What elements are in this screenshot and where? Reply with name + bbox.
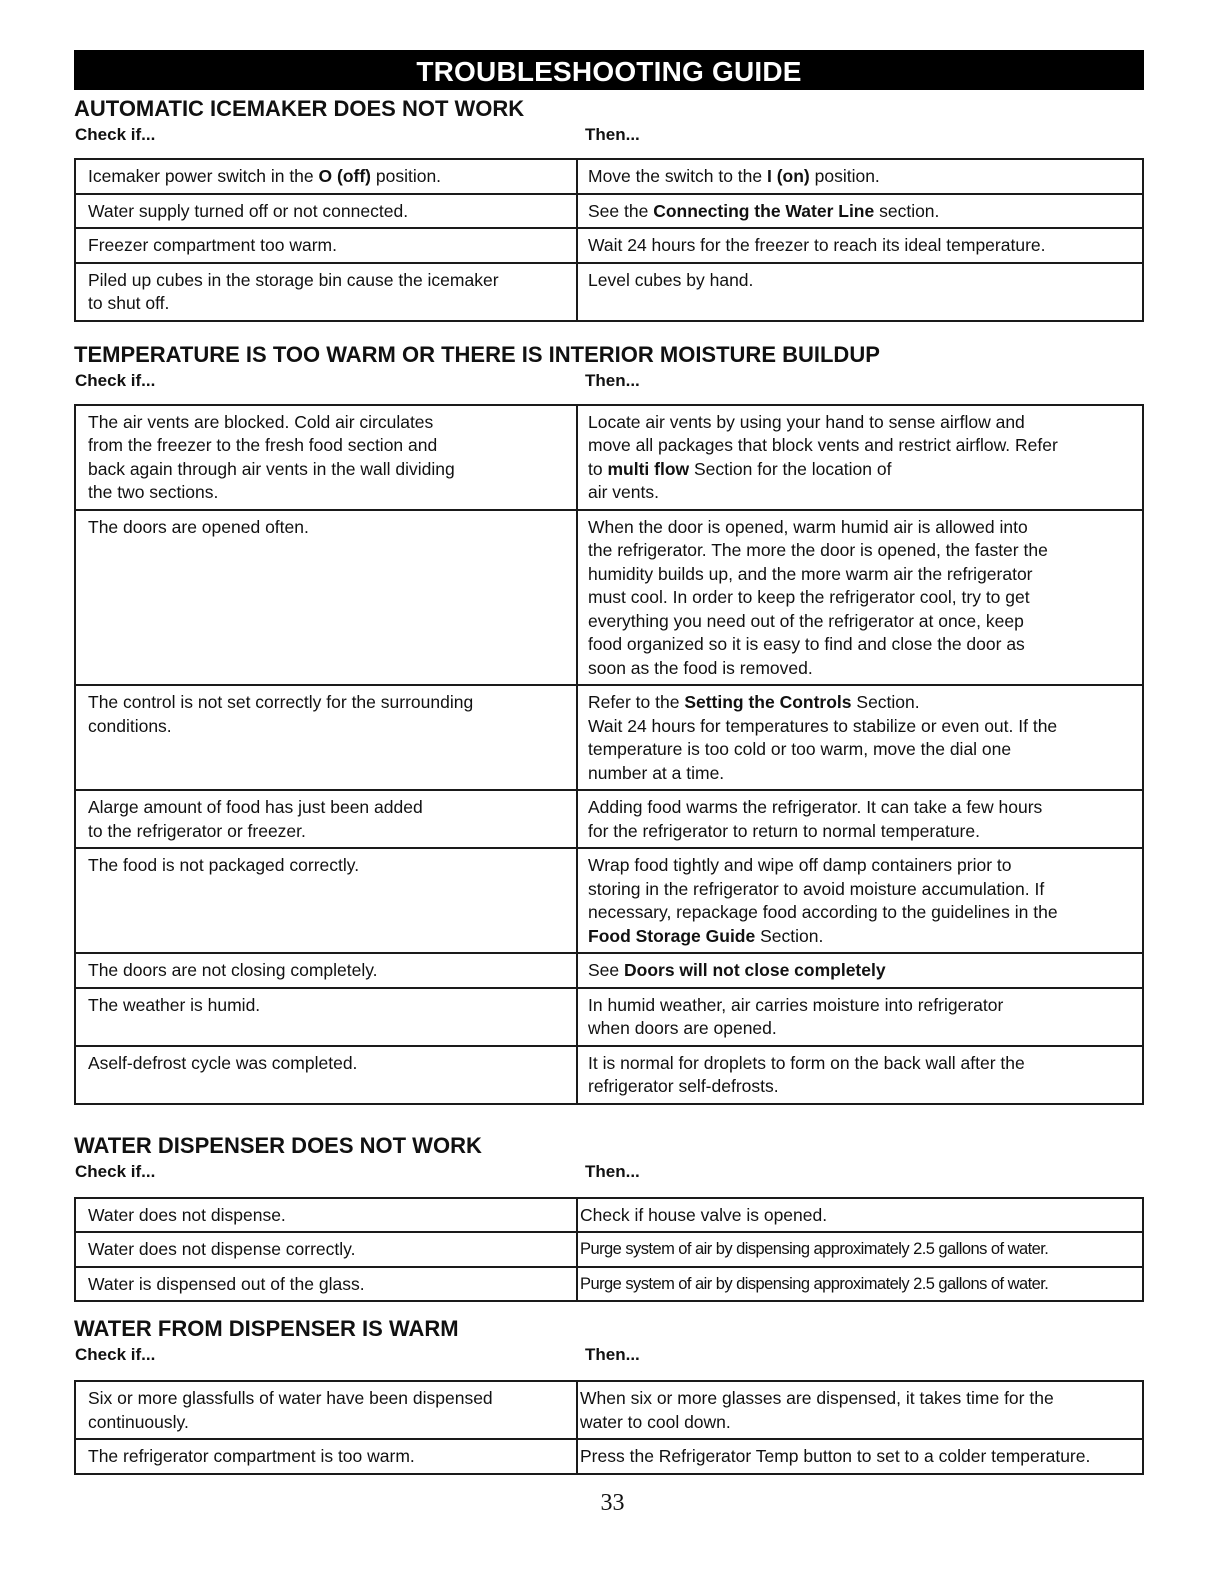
then-cell: Wait 24 hours for the freezer to reach its ideal temperature. [577, 228, 1143, 263]
table-row [75, 194, 1143, 229]
then-cell: Refer to the Setting the Controls Section. Wait 24 hours for temperatures to stabilize or even out. If the temperature is too cold or too warm, move the dial one number at a time. [577, 685, 1143, 790]
table-row [75, 1439, 1143, 1474]
column-headers [74, 370, 1144, 394]
bold-reference: O (off) [318, 166, 371, 186]
then-header: Then... [585, 1345, 640, 1364]
check-if-header: Check if... [75, 370, 156, 390]
check-cell: Six or more glassfulls of water have been dispensed continuously. [75, 1381, 577, 1439]
table-row [75, 228, 1143, 263]
bold-reference: Doors will not close completely [624, 960, 886, 980]
table-row [75, 685, 1143, 790]
check-cell: Water supply turned off or not connected. [75, 194, 577, 229]
then-cell: In humid weather, air carries moisture into refrigerator when doors are opened. [577, 988, 1143, 1046]
check-cell: Aself-defrost cycle was completed. [75, 1046, 577, 1104]
section-title: AUTOMATIC ICEMAKER DOES NOT WORK [74, 96, 525, 121]
check-cell: Freezer compartment too warm. [75, 228, 577, 263]
section-title: TEMPERATURE IS TOO WARM OR THERE IS INTERIOR MOISTURE BUILDUP [74, 341, 880, 367]
check-cell: Water is dispensed out of the glass. [75, 1267, 577, 1302]
check-cell: Piled up cubes in the storage bin cause the icemaker to shut off. [75, 263, 577, 321]
check-cell: The weather is humid. [75, 988, 577, 1046]
troubleshooting-section [74, 1316, 1144, 1475]
troubleshooting-section [74, 96, 1144, 322]
section-title: WATER DISPENSER DOES NOT WORK [74, 1132, 482, 1158]
check-if-header: Check if... [75, 1161, 156, 1181]
table-row [75, 1267, 1143, 1302]
check-cell: The refrigerator compartment is too warm. [75, 1439, 577, 1474]
troubleshooting-table [74, 1197, 1144, 1303]
then-cell: Level cubes by hand. [577, 263, 1143, 321]
then-cell: When the door is opened, warm humid air is allowed into the refrigerator. The more the door is opened, the faster the humidity builds up, and the more warm air the refrigerator must cool. In order to keep the refrigerator cool, try to get everything you need out of the refrigerator at once, keep food organized so it is easy to find and close the door as soon as the food is removed. [577, 510, 1143, 686]
then-cell: Purge system of air by dispensing approximately 2.5 gallons of water. [577, 1232, 1143, 1267]
table-row [75, 988, 1143, 1046]
check-cell: Water does not dispense correctly. [75, 1232, 577, 1267]
troubleshooting-table [74, 1380, 1144, 1475]
bold-reference: Food Storage Guide [588, 925, 756, 946]
table-row [75, 1046, 1143, 1104]
check-if-header: Check if... [75, 125, 156, 144]
then-header: Then... [585, 125, 640, 144]
then-cell: It is normal for droplets to form on the back wall after the refrigerator self-defrosts. [577, 1046, 1143, 1104]
table-row [75, 1381, 1143, 1439]
then-cell: Adding food warms the refrigerator. It can take a few hours for the refrigerator to return to normal temperature. [577, 790, 1143, 848]
bold-reference: Connecting the Water Line [653, 200, 875, 221]
table-row [75, 159, 1143, 194]
section-title: WATER FROM DISPENSER IS WARM [74, 1316, 459, 1341]
table-row [75, 953, 1143, 988]
check-cell: The food is not packaged correctly. [75, 848, 577, 953]
troubleshooting-section [74, 342, 1144, 1105]
check-cell: The air vents are blocked. Cold air circulates from the freezer to the fresh food section and back again through air vents in the wall dividing the two sections. [75, 405, 577, 510]
column-headers [74, 1161, 1144, 1185]
column-headers [74, 124, 1144, 148]
then-cell: Check if house valve is opened. [577, 1198, 1143, 1233]
troubleshooting-table [74, 404, 1144, 1105]
table-row [75, 510, 1143, 686]
then-header: Then... [585, 1161, 640, 1181]
troubleshooting-content [74, 96, 1144, 1475]
then-cell: Move the switch to the I (on) position. [577, 159, 1143, 194]
then-cell: When six or more glasses are dispensed, it takes time for the water to cool down. [577, 1381, 1143, 1439]
page-title: TROUBLESHOOTING GUIDE [416, 56, 802, 87]
then-cell: See Doors will not close completely [577, 953, 1143, 988]
check-if-header: Check if... [75, 1345, 156, 1364]
then-header: Then... [585, 370, 640, 390]
troubleshooting-section [74, 1133, 1144, 1303]
table-row [75, 1198, 1143, 1233]
check-cell: The control is not set correctly for the surrounding conditions. [75, 685, 577, 790]
column-headers [74, 1344, 1144, 1368]
then-cell: Purge system of air by dispensing approximately 2.5 gallons of water. [577, 1267, 1143, 1302]
bold-reference: multi flow [607, 458, 690, 479]
table-row [75, 405, 1143, 510]
page-title-banner [74, 50, 1144, 90]
table-row [75, 263, 1143, 321]
page-number: 33 [600, 1490, 625, 1516]
then-cell: Press the Refrigerator Temp button to set to a colder temperature. [577, 1439, 1143, 1474]
table-row [75, 790, 1143, 848]
bold-reference: I (on) [766, 166, 810, 186]
check-cell: Icemaker power switch in the O (off) position. [75, 159, 577, 194]
table-row [75, 1232, 1143, 1267]
bold-reference: Setting the Controls [684, 692, 852, 712]
troubleshooting-table [74, 158, 1144, 322]
then-cell: Locate air vents by using your hand to sense airflow and move all packages that block vents and restrict airflow. Refer to multi flow Section for the location of air vents. [577, 405, 1143, 510]
table-row [75, 848, 1143, 953]
check-cell: The doors are opened often. [75, 510, 577, 686]
check-cell: The doors are not closing completely. [75, 953, 577, 988]
check-cell: Alarge amount of food has just been added to the refrigerator or freezer. [75, 790, 577, 848]
check-cell: Water does not dispense. [75, 1198, 577, 1233]
then-cell: Wrap food tightly and wipe off damp containers prior to storing in the refrigerator to avoid moisture accumulation. If necessary, repackage food according to the guidelines in the Food Storage Guide Section. [577, 848, 1143, 953]
then-cell: See the Connecting the Water Line section. [577, 194, 1143, 229]
